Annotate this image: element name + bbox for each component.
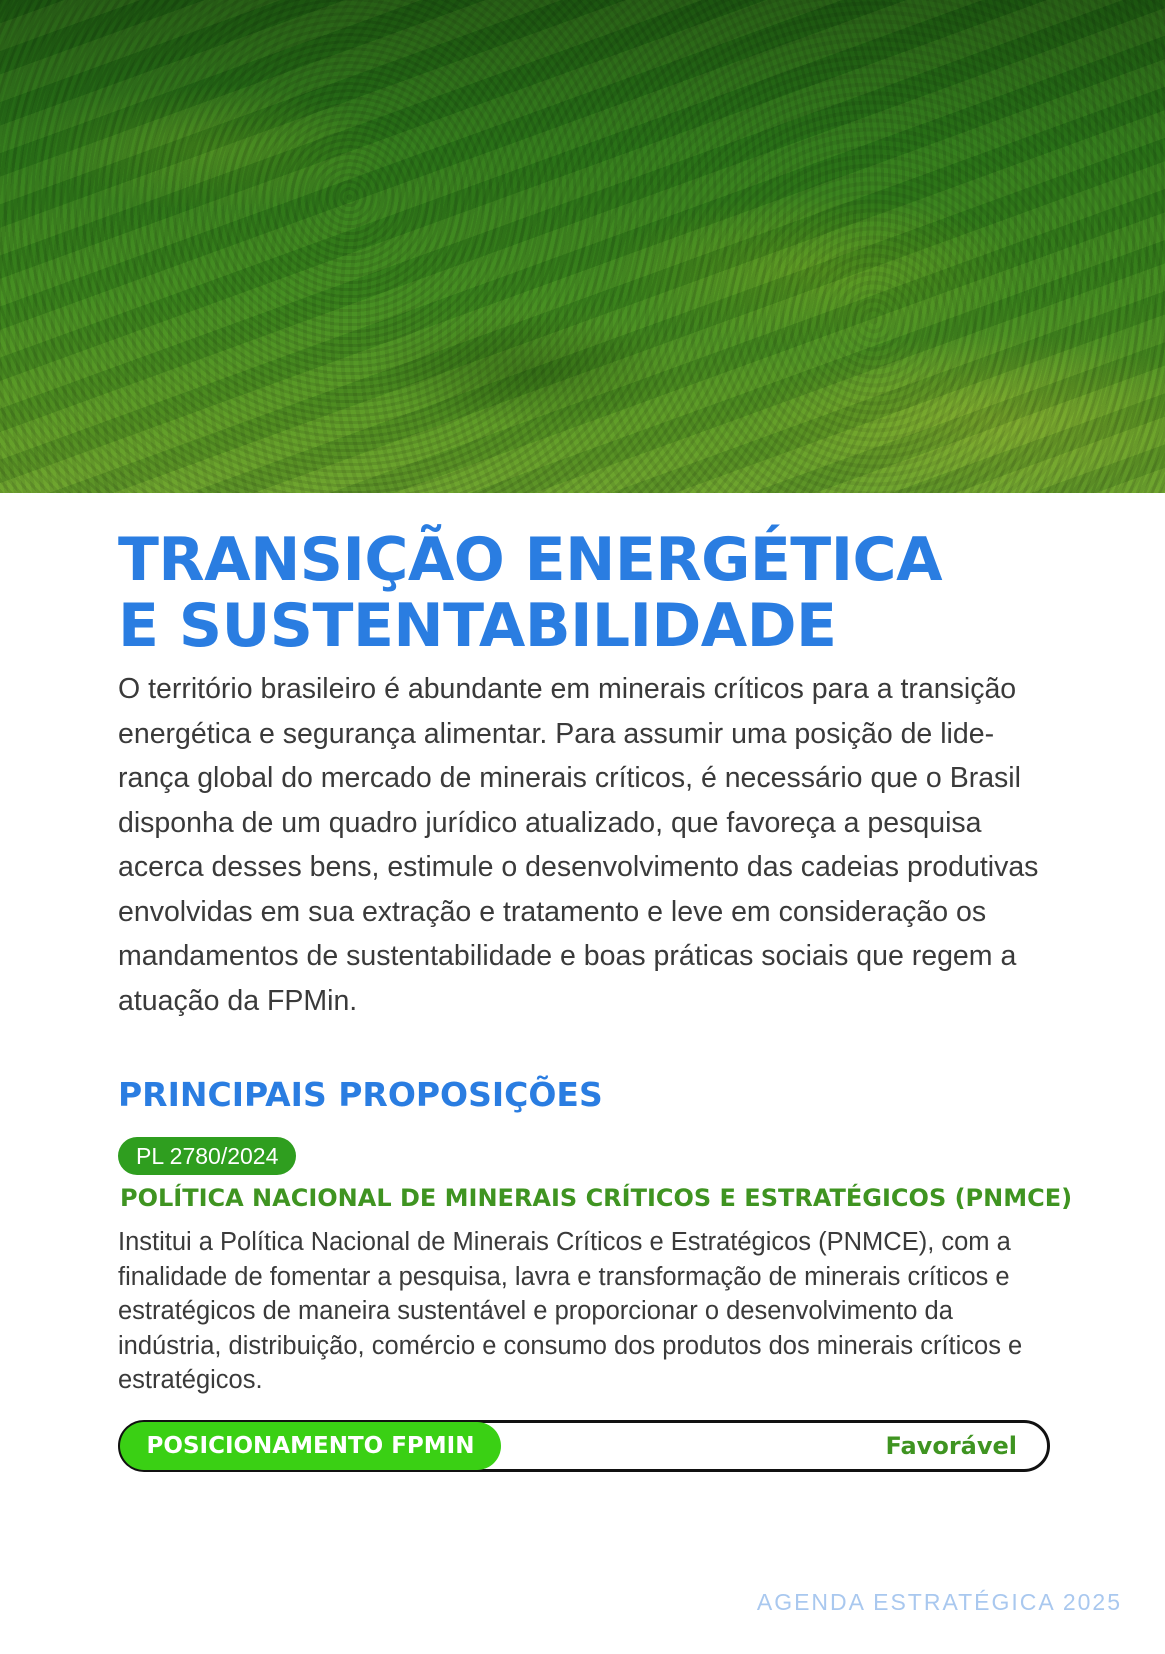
bill-number-badge: PL 2780/2024 xyxy=(118,1137,296,1175)
footer-agenda-label: AGENDA ESTRATÉGICA 2025 xyxy=(756,1589,1122,1615)
hero-forest-image xyxy=(0,0,1165,493)
proposition-title: POLÍTICA NACIONAL DE MINERAIS CRÍTICOS E ESTRATÉGICOS (PNMCE) xyxy=(120,1184,1073,1212)
page-title-line-2: E SUSTENTABILIDADE xyxy=(118,591,837,661)
section-title: PRINCIPAIS PROPOSIÇÕES xyxy=(118,1075,603,1114)
position-label: POSICIONAMENTO FPMIN xyxy=(120,1422,501,1470)
proposition-card xyxy=(118,1115,1073,1472)
position-bar xyxy=(118,1420,1050,1472)
position-value: Favorável xyxy=(885,1431,1017,1460)
proposition-description: Institui a Política Nacional de Minerais Críticos e Estratégicos (PNMCE), com a finalidade de fomentar a pesquisa, lavra e transformação de minerais críticos e estratégicos de maneira sustentável e proporcionar o desenvolvimento da indústria, distribuição, comércio e consumo dos produtos dos minerais críticos e estratégicos. xyxy=(118,1228,1023,1394)
intro-paragraph: O território brasileiro é abundante em minerais críticos para a transição energética e segurança alimentar. Para assumir uma posição de liderança global do mercado de minerais críticos, é necessário que o Brasil disponha de um quadro jurídico atualizado, que favoreça a pesquisa acerca desses bens, estimule o desenvolvimento das cadeias produtivas envolvidas em sua extração e tratamento e leve em consideração os mandamentos de sustentabilidade e boas práticas sociais que regem a atuação da FPMin. xyxy=(118,673,1039,1017)
page-title xyxy=(118,527,1048,659)
main-content xyxy=(118,525,1073,1472)
page-title-line-1: TRANSIÇÃO ENERGÉTICA xyxy=(118,525,943,595)
